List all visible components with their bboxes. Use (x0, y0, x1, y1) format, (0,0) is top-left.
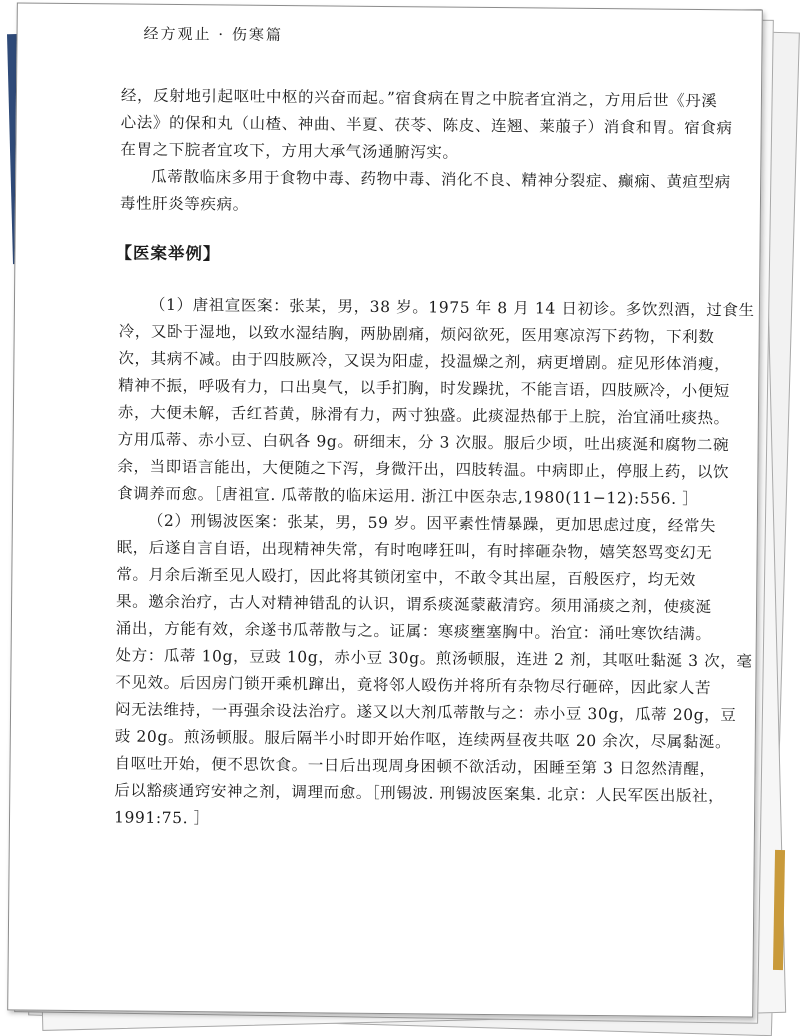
text-line: （1）唐祖宣医案：张某，男，38 岁。1975 年 8 月 14 日初诊。多饮烈酒，过食生 (149, 295, 755, 320)
running-header: 经方观止 · 伤寒篇 (143, 24, 283, 44)
text-line: 果。邀余治疗，古人对精神错乱的认识，谓系痰涎蒙蔽清窍。须用涌痰之剂，使痰涎 (116, 592, 712, 617)
text-line: 后以豁痰通窍安神之剂，调理而愈。［刑锡波. 刑锡波医案集. 北京：人民军医出版社， (114, 781, 725, 806)
case-2-paragraph (113, 507, 753, 837)
text-line: 不见效。后因房门锁开乘机蹿出，竟将邻人殴伤并将所有杂物尽行砸碎，因此家人苦 (115, 673, 712, 698)
text-line: 方用瓜蒂、赤小豆、白矾各 9g。研细末，分 3 次服。服后少顷，吐出痰涎和腐物二碗 (117, 430, 730, 455)
text-line: 常。月余后渐至见人殴打，因此将其锁闭室中，不敢令其出屋，百般医疗，均无效 (116, 565, 697, 589)
text-line: （2）刑锡波医案：张某，男，59 岁。因平素性情暴躁，更加思虑过度，经常失 (147, 511, 717, 536)
text-line: 冷，又卧于湿地，以致水湿结胸，两胁剧痛，烦闷欲死，医用寒凉泻下药物，下利数 (118, 322, 715, 347)
book-page (7, 2, 763, 1017)
text-line: 自呕吐开始，便不思饮食。一日后出现周身困顿不欲活动，困睡至第 3 日忽然清醒， (114, 754, 716, 779)
text-line: 次，其病不减。由于四肢厥冷，又误为阳虚，投温燥之剂，病更增剧。症见形体消瘦， (118, 349, 731, 374)
text-line: 余，当即语言能出，大便随之下泻，身微汗出，四肢转温。中病即止，停服上药，以饮 (117, 457, 730, 482)
page-body (113, 82, 755, 837)
text-line: 涌出，方能有效，余遂书瓜蒂散与之。证属：寒痰壅塞胸中。治宜：涌吐寒饮结满。 (115, 619, 712, 644)
text-line: 心法》的保和丸（山楂、神曲、半夏、茯苓、陈皮、连翘、莱菔子）消食和胃。宿食病 (120, 113, 733, 138)
back-page-gold-edge (773, 850, 785, 970)
text-line: 赤，大便未解，舌红苔黄，脉滑有力，两寸独盛。此痰湿热郁于上脘，治宜涌吐痰热。 (117, 403, 730, 428)
text-line: 经，反射地引起呕吐中枢的兴奋而起。”宿食病在胃之中脘者宜消之，方用后世《丹溪 (120, 86, 718, 111)
text-line: 精神不振，呼吸有力，口出臭气，以手扪胸，时发躁扰，不能言语，四肢厥冷，小便短 (118, 376, 731, 401)
text-line: 食调养而愈。［唐祖宣. 瓜蒂散的临床运用. 浙江中医杂志,1980(11−12):556. ］ (117, 484, 699, 509)
text-line: 毒性肝炎等疾病。 (119, 194, 249, 214)
text-line: 处方：瓜蒂 10g，豆豉 10g，赤小豆 30g。煎汤顿服，连进 2 剂，其呕吐黏涎 3 次，毫 (115, 646, 753, 671)
intro-paragraphs (120, 82, 751, 223)
section-title: 【医案举例】 (115, 243, 221, 264)
text-line: 眠，后遂自言自语，出现精神失常，有时咆哮狂叫，有时摔砸杂物，嬉笑怒骂变幻无 (116, 538, 713, 563)
text-line: 瓜蒂散临床多用于食物中毒、药物中毒、消化不良、精神分裂症、癫痫、黄疸型病 (151, 167, 731, 192)
text-line: 在胃之下脘者宜攻下，方用大承气汤通腑泻实。 (120, 140, 459, 162)
case-1-paragraph (117, 291, 755, 513)
text-line: 豉 20g。煎汤顿服。服后隔半小时即开始作呕，连续两昼夜共呕 20 余次，尽属黏涎。 (114, 727, 732, 752)
text-line: 闷无法维持，一再强余设法治疗。遂又以大剂瓜蒂散与之：赤小豆 30g，瓜蒂 20g，豆 (114, 700, 737, 725)
text-line: 1991:75. ］ (113, 808, 210, 828)
